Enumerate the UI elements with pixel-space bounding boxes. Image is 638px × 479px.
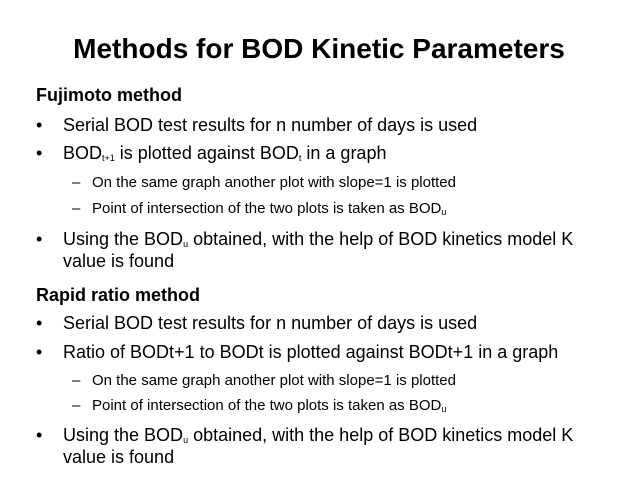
rapid-subbullet-1 bbox=[72, 371, 617, 391]
fujimoto-subbullet-2 bbox=[72, 199, 617, 219]
bullet-text: Using the $BOD_u$ obtained, with the help of BOD kinetics model K value is found bbox=[63, 425, 574, 467]
rapid-subbullet-2 bbox=[72, 396, 617, 416]
bullet-icon: • bbox=[36, 229, 43, 249]
bullet-icon: • bbox=[36, 342, 43, 362]
bullet-icon: • bbox=[36, 143, 43, 163]
bullet-text: Ratio of BODt+1 to BODt is plotted against BODt+1 in a graph bbox=[63, 342, 559, 362]
dash-icon: – bbox=[72, 372, 81, 389]
subbullet-text: Point of intersection of the two plots is taken as $BOD_u$ bbox=[92, 200, 447, 217]
bullet-icon: • bbox=[36, 313, 43, 333]
subbullet-text: On the same graph another plot with slope=1 is plotted bbox=[92, 174, 456, 191]
rapid-bullet-3 bbox=[36, 424, 621, 468]
bullet-icon: • bbox=[36, 425, 43, 445]
bullet-text: Serial BOD test results for n number of days is used bbox=[63, 313, 478, 333]
subbullet-text: Point of intersection of the two plots is taken as $BOD_u$ bbox=[92, 397, 447, 414]
slide-title: Methods for BOD Kinetic Parameters bbox=[73, 33, 565, 64]
dash-icon: – bbox=[72, 174, 81, 191]
rapid-bullet-2 bbox=[36, 341, 621, 363]
fujimoto-bullet-1 bbox=[36, 114, 621, 136]
fujimoto-heading: Fujimoto method bbox=[36, 85, 182, 105]
rapid-bullet-1 bbox=[36, 312, 621, 334]
fujimoto-bullet-3 bbox=[36, 228, 621, 272]
bullet-icon: • bbox=[36, 115, 43, 135]
bullet-text: $BOD_{t+1}$ is plotted against $BOD_t$ in a graph bbox=[63, 143, 387, 163]
subbullet-text: On the same graph another plot with slope=1 is plotted bbox=[92, 372, 456, 389]
fujimoto-bullet-2 bbox=[36, 142, 621, 164]
bullet-text: Using the $BOD_u$ obtained, with the help of BOD kinetics model K value is found bbox=[63, 229, 574, 271]
dash-icon: – bbox=[72, 397, 81, 414]
bullet-text: Serial BOD test results for n number of days is used bbox=[63, 115, 478, 135]
dash-icon: – bbox=[72, 200, 81, 217]
fujimoto-subbullet-1 bbox=[72, 173, 617, 193]
rapid-heading: Rapid ratio method bbox=[36, 285, 201, 305]
